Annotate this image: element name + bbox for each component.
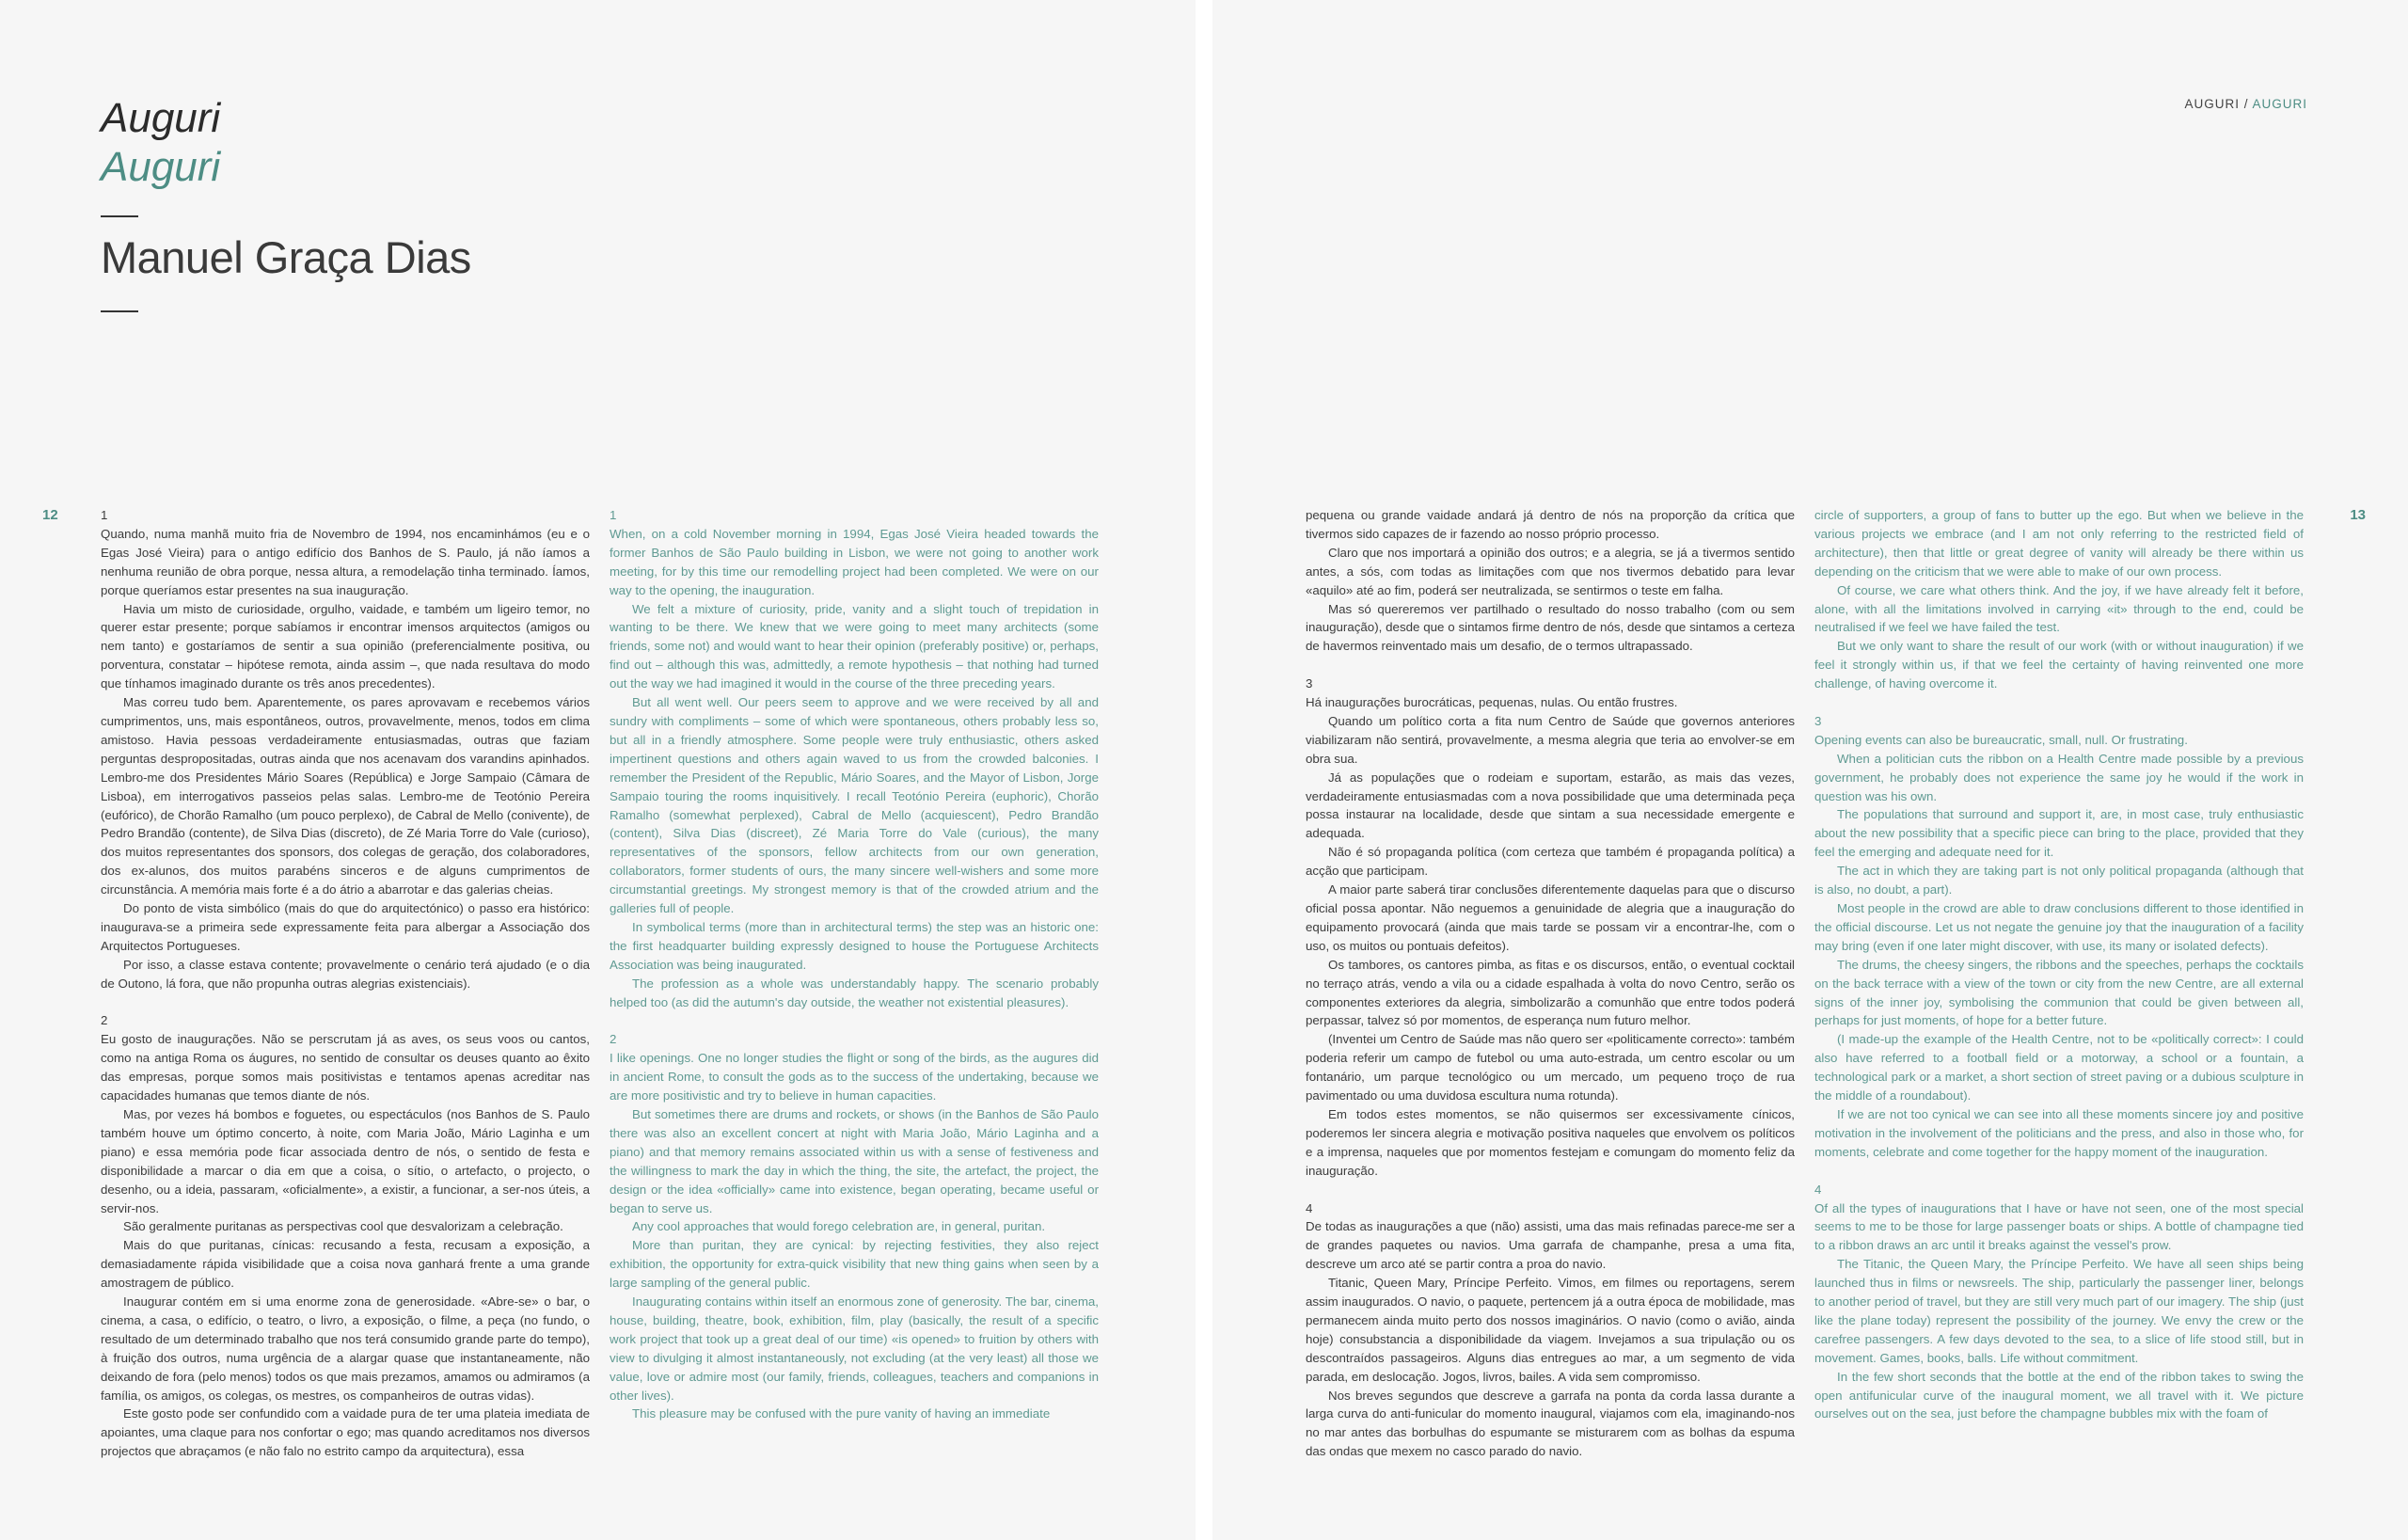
section-number: 3 [1306,676,1313,691]
paragraph: Do ponto de vista simbólico (mais do que do arquitectónico) o passo era histórico: inaugurava-se a primeira sede expressamente feita para albergar a Associação dos Arquitectos Portugueses. [101,901,590,953]
paragraph: Havia um misto de curiosidade, orgulho, vaidade, e também um ligeiro temor, no querer estar presente; porque sabíamos ir encontrar imensos arquitectos (amigos ou nem tanto) e gostaríamos de sentir a sua opinião (preferencialmente positiva, ou porventura, constatar – hipótese remota, ainda assim –, que nada resultava do modo que tínhamos imaginado durante os três anos precedentes). [101,601,590,691]
paragraph: De todas as inaugurações a que (não) assisti, uma das mais refinadas parece-me ser a de grandes paquetes ou navios. Uma garrafa de champanhe, presa a uma fita, descreve um arco até se partir contra a proa do navio. [1306,1219,1795,1272]
section [101,506,590,993]
paragraph: Há inaugurações burocráticas, pequenas, nulas. Ou então frustres. [1306,695,1678,710]
section [1306,506,1795,656]
section-number: 2 [610,1032,617,1047]
section [1814,712,2304,1162]
section-number: 1 [101,508,108,522]
paragraph: Este gosto pode ser confundido com a vaidade pura de ter uma plateia imediata de apoiantes, uma claque para nos confortar o ego; mas quando acreditamos nos diversos projectos que abraçamos (e não falo no estrito campo da arquitectura), essa [101,1406,590,1459]
column-portuguese [1306,506,1795,1461]
paragraph: pequena ou grande vaidade andará já dentro de nós na proporção da crítica que tivermos sido capazes de ir fazendo ao nosso próprio processo. [1306,508,1795,541]
paragraph: Mas, por vezes há bombos e foguetes, ou espectáculos (nos Banhos de S. Paulo também houve um óptimo concerto, à noite, com Maria João, Mário Laginha e um piano) e essa memória pode ficar associada dentro de nós, o sentido de festa e disponibilidade a marcar o dia em que a coisa, o sítio, o artefacto, o projecto, o desenho, ou a ideia, passaram, «oficialmente», a existir, a funcionar, a ser-nos úteis, a servir-nos. [101,1106,590,1215]
author-name: Manuel Graça Dias [101,232,471,282]
section-number: 4 [1814,1182,1822,1197]
paragraph: São geralmente puritanas as perspectivas cool que desvalorizam a celebração. [123,1219,563,1234]
section [1306,675,1795,1180]
paragraph: In symbolical terms (more than in architectural terms) the step was an historic one: the first headquarter building expressly designed to house the Portuguese Architects Association was being inaugurated. [610,919,1099,972]
section-number: 2 [101,1013,108,1028]
running-head [2184,97,2307,111]
paragraph: Inaugurating contains within itself an enormous zone of generosity. The bar, cinema, house, building, theatre, book, exhibition, film, play (basically, the result of a specific work project that took up a great deal of our time) «is opened» to fruition by others with view to divulging it almost instantaneously, not excluding (at the very least) all those we value, love or admire most (our family, friends, colleagues, teachers and companions in other lives). [610,1294,1099,1403]
paragraph: In the few short seconds that the bottle at the end of the ribbon takes to swing the open antifunicular curve of the inaugural moment, we all travel with it. We picture ourselves out on the sea, just before the champagne bubbles mix with the foam of [1814,1369,2304,1421]
column-english [610,506,1099,1423]
title-divider [101,215,138,217]
section-number: 3 [1814,713,1822,728]
section [1814,1181,2304,1424]
paragraph: If we are not too cynical we can see into all these moments sincere joy and positive motivation in the involvement of the politicians and the press, and also in those who, for moments, celebrate and come together for the happy moment of the inauguration. [1814,1106,2304,1159]
paragraph: When, on a cold November morning in 1994, Egas José Vieira headed towards the former Banhos de São Paulo building in Lisbon, we were not going to another work meeting, for by this time our remodelling project had been completed. We were on our way to the opening, the inauguration. [610,526,1099,597]
page-number: 12 [42,507,58,523]
section [610,1030,1099,1423]
paragraph: When a politician cuts the ribbon on a Health Centre made possible by a previous government, he probably does not experience the same joy he would if the work in question was his own. [1814,751,2304,803]
paragraph: The act in which they are taking part is not only political propaganda (although that is also, no doubt, a part). [1814,864,2304,897]
paragraph: Mais do que puritanas, cínicas: recusando a festa, recusam a exposição, a demasiadamente rápida visibilidade que a coisa nova ganhará frente a uma grande amostragem de público. [101,1238,590,1291]
paragraph: But sometimes there are drums and rockets, or shows (in the Banhos de São Paulo there was also an excellent concert at night with Maria João, Mário Laginha and a piano) and that memory remains associated within us with a sense of festiveness and the willingness to mark the day in which the thing, the site, the artefact, the project, the design or the idea «officially» came into existence, began operating, became useful or began to serve us. [610,1106,1099,1215]
paragraph: Os tambores, os cantores pimba, as fitas e os discursos, então, o eventual cocktail no terraço atrás, vendo a vila ou a cidade espalhada à volta do novo Centro, serão os componentes exteriores da alegria, simbolizarão a comunhão que entre todos poderá perpassar, talvez só por momentos, de esperança num futuro melhor. [1306,957,1795,1028]
paragraph: But we only want to share the result of our work (with or without inauguration) if we feel it strongly within us, if that we feel the certainty of having reinvented one more challenge, of having overcome it. [1814,639,2304,691]
paragraph: This pleasure may be confused with the pure vanity of having an immediate [632,1406,1051,1421]
paragraph: Mas correu tudo bem. Aparentemente, os pares aprovavam e recebemos vários cumprimentos, uns, mais espontâneos, outros, provavelmente, menos, todos em clima amistoso. Havia pessoas verdadeiramente entusiasmadas, outras que faziam perguntas despropositadas, outras ainda que nos acenavam dos varandins apinhados. Lembro-me dos Presidentes Mário Soares (República) e Jorge Sampaio (Câmara de Lisboa), em interrogativos passeios pelas salas. Lembro-me de Teotónio Pereira (eufórico), de Chorão Ramalho (um pouco perplexo), de Cabral de Mello (conivente), de Pedro Brandão (contente), de Silva Dias (discreto), de Zé Maria Torre do Vale (curioso), dos muitos representantes dos sponsors, dos colegas de geração, dos colaboradores, dos ex-alunos, dos muitos parabéns sinceros e de alguns cumprimentos de circunstância. A memória mais forte é a do átrio a abarrotar e das galerias cheias. [101,695,590,897]
page-number: 13 [2350,507,2366,523]
paragraph: Claro que nos importará a opinião dos outros; e a alegria, se já a tivermos sentido antes, a sós, com todas as limitações com que nos tivermos debatido para levar «aquilo» até ao fim, poderá ser neutralizada, se sentirmos o teste em falha. [1306,545,1795,597]
left-page [0,0,1196,1540]
paragraph: The populations that surround and support it, are, in most case, truly enthusiastic about the new possibility that a specific piece can bring to the place, provided that they feel the emerging and adequate need for it. [1814,807,2304,860]
paragraph: circle of supporters, a group of fans to butter up the ego. But when we believe in the various projects we embrace (and I am not only referring to the restricted field of architecture), then that little or great degree of vanity will already be there within us depending on the criticism that we were able to make of our own process. [1814,508,2304,579]
title-english: Auguri [101,144,221,190]
paragraph: Já as populações que o rodeiam e suportam, estarão, as mais das vezes, verdadeiramente entusiasmadas com a nova possibilidade que uma determinada peça possa instaurar na localidade, desde que sintam a sua necessidade emergente e adequada. [1306,770,1795,841]
paragraph: The profession as a whole was understandably happy. The scenario probably helped too (as did the autumn's day outside, the weather not existential pleasures). [610,976,1099,1009]
title-block [101,94,220,217]
running-head-pt: AUGURI [2184,97,2240,111]
paragraph: (Inventei um Centro de Saúde mas não quero ser «politicamente correcto»: também poderia referir um campo de futebol ou uma auto-estrada, um centro escolar ou um fontanário, um parque tecnológico ou um mercado, um pequeno troço de rua pavimentado ou uma duvidosa escultura numa rotunda). [1306,1032,1795,1103]
paragraph: Most people in the crowd are able to draw conclusions different to those identified in the official discourse. Let us not negate the genuine joy that the inauguration of a facility may bring (even if one later might discover, with use, its many or isolated defects). [1814,901,2304,953]
paragraph: (I made-up the example of the Health Centre, not to be «politically correct»: I could also have referred to a football field or a motorway, a school or a fountain, a technological park or a market, a short section of street paving or a dubious sculpture in the middle of a roundabout). [1814,1032,2304,1103]
paragraph: Any cool approaches that would forego celebration are, in general, puritan. [632,1219,1046,1234]
paragraph: Mas só quereremos ver partilhado o resultado do nosso trabalho (com ou sem inauguração), desde que o sintamos firme dentro de nós, desde que sintamos a certeza de havermos reinventado mais um desafio, de o termos ultrapassado. [1306,601,1795,654]
paragraph: Por isso, a classe estava contente; provavelmente o cenário terá ajudado (e o dia de Outono, lá fora, que não propunha outras alegrias existenciais). [101,957,590,991]
paragraph: Inaugurar contém em si uma enorme zona de generosidade. «Abre-se» o bar, o cinema, a casa, o edifício, o teatro, o livro, a exposição, o filme, a peça (no fundo, o resultado de um determinado trabalho que nos terá consumido grande parte do tempo), à fruição dos outros, numa urgência de a alargar quase que instantaneamente, não deixando de fora (pelo menos) todos os que mais prezamos, amamos ou admiramos (a família, os amigos, os colegas, os mestres, os companheiros de outras vidas). [101,1294,590,1403]
section-number: 1 [610,508,617,522]
section-number: 4 [1306,1200,1313,1215]
right-page [1212,0,2408,1540]
paragraph: Titanic, Queen Mary, Príncipe Perfeito. Vimos, em filmes ou reportagens, serem assim inaugurados. O navio, o paquete, pertencem já a outra época de mobilidade, mas permanecem ainda muito perto dos nossos imaginários. O navio (como o avião, ainda hoje) consubstancia a disponibilidade da viagem. Invejamos a sua tripulação ou os descontraídos passageiros. Alguns dias entregues ao mar, a um segmento de vida parada, em deslocação. Jogos, livros, bailes. A vida sem compromisso. [1306,1276,1795,1384]
column-portuguese [101,506,590,1461]
paragraph: But all went well. Our peers seem to approve and we were received by all and sundry with compliments – some of which were spontaneous, others probably less so, but all in a friendly atmosphere. Some people were truly enthusiastic, others asked impertinent questions and others again waved to us from the crowded balconies. I remember the President of the Republic, Mário Soares, and the Mayor of Lisbon, Jorge Sampaio touring the rooms inquisitively. I recall Teotónio Pereira (euphoric), Chorão Ramalho (somewhat perplexed), Cabral de Mello (acquiescent), Pedro Brandão (content), Silva Dias (discreet), Zé Maria Torre do Vale (curious), the many representatives of the sponsors, fellow architects from our own generation, collaborators, former students of ours, the many sincere well-wishers and some more circumstantial greetings. My strongest memory is that of the crowded atrium and the galleries full of people. [610,695,1099,916]
section [101,1011,590,1461]
section [1814,506,2304,693]
paragraph: The drums, the cheesy singers, the ribbons and the speeches, perhaps the cocktails on the back terrace with a view of the town or city from the new Centre, are all external signs of the inner joy, symbolising the communion that could be given between all, perhaps for just moments, of hope for a better future. [1814,957,2304,1028]
paragraph: Quando um político corta a fita num Centro de Saúde que governos anteriores viabilizaram não sentirá, provavelmente, a mesma alegria que teria ao envolver-se em obra sua. [1306,713,1795,766]
paragraph: Opening events can also be bureaucratic, small, null. Or frustrating. [1814,732,2188,747]
paragraph: Eu gosto de inaugurações. Não se perscrutam já as aves, os seus voos ou cantos, como na antiga Roma os áugures, no sentido de consultar os deuses quanto ao êxito das empresas, porque somos mais positivistas e tentamos apenas acreditar nas capacidades humanas que temos diante de nós. [101,1032,590,1103]
paragraph: We felt a mixture of curiosity, pride, vanity and a slight touch of trepidation in wanting to be there. We knew that we were going to meet many architects (some friends, some not) and would want to hear their opinion (preferably positive) or, perhaps, find out – although this was, admittedly, a remote hypothesis – that nothing had turned out the way we had imagined it would in the course of the three preceding years. [610,601,1099,691]
section [1306,1199,1795,1462]
column-english [1814,506,2304,1423]
paragraph: A maior parte saberá tirar conclusões diferentemente daquelas para que o discurso oficial possa apontar. Não neguemos a genuinidade de alegria que a inauguração do equipamento provocará (ainda que mais tarde se possam vir a encontrar-lhe, com o uso, os muitos ou pontuais defeitos). [1306,882,1795,953]
paragraph: Quando, numa manhã muito fria de Novembro de 1994, nos encaminhámos (eu e o Egas José Vieira) para o antigo edifício dos Banhos de S. Paulo, já não íamos a nenhuma reunião de obra porque, nessa altura, a remodelação tinha terminado. Íamos, porque queríamos estar presentes na sua inauguração. [101,526,590,597]
paragraph: Em todos estes momentos, se não quisermos ser excessivamente cínicos, poderemos ler sincera alegria e motivação positiva naqueles que envolvem os políticos e a imprensa, naqueles que por momentos festejam e comungam do momento feliz da inauguração. [1306,1106,1795,1178]
running-head-en: AUGURI [2252,97,2307,111]
paragraph: Não é só propaganda política (com certeza que também é propaganda política) a acção que participam. [1306,845,1795,879]
paragraph: Of all the types of inaugurations that I have or have not seen, one of the most special seems to me to be those for large passenger boats or ships. A bottle of champagne tied to a ribbon draws an arc until it breaks against the vessel's prow. [1814,1200,2304,1253]
paragraph: The Titanic, the Queen Mary, the Príncipe Perfeito. We have all seen ships being launched thus in films or newsreels. The ship, particularly the passenger liner, belongs to another period of travel, but they are still very much part of our imagery. The ship (just like the plane today) represent the possibility of the journey. We envy the crew or the carefree passengers. A few days devoted to the sea, to a slice of life stood still, but in movement. Games, books, balls. Life without commitment. [1814,1257,2304,1365]
paragraph: Nos breves segundos que descreve a garrafa na ponta da corda lassa durante a larga curva do anti-funicular do momento inaugural, viajamos com ela, imaginando-nos no mar antes das borbulhas do espumante se misturarem com as bolhas da espuma das ondas que mexem no casco parado do navio. [1306,1388,1795,1459]
paragraph: I like openings. One no longer studies the flight or song of the birds, as the augures did in ancient Rome, to consult the gods as to the success of the undertaking, because we are more positivistic and try to believe in human capacities. [610,1051,1099,1103]
title-portuguese: Auguri [101,95,221,141]
paragraph: Of course, we care what others think. And the joy, if we have already felt it before, alone, with all the limitations involved in carrying «it» through to the end, could be neutralised if we feel we have failed the test. [1814,582,2304,635]
author-divider [101,310,138,312]
running-head-separator: / [2239,97,2253,111]
section [610,506,1099,1011]
paragraph: More than puritan, they are cynical: by rejecting festivities, they also reject exhibition, the opportunity for extra-quick visibility that new thing gains when seen by a large sampling of the general public. [610,1238,1099,1291]
